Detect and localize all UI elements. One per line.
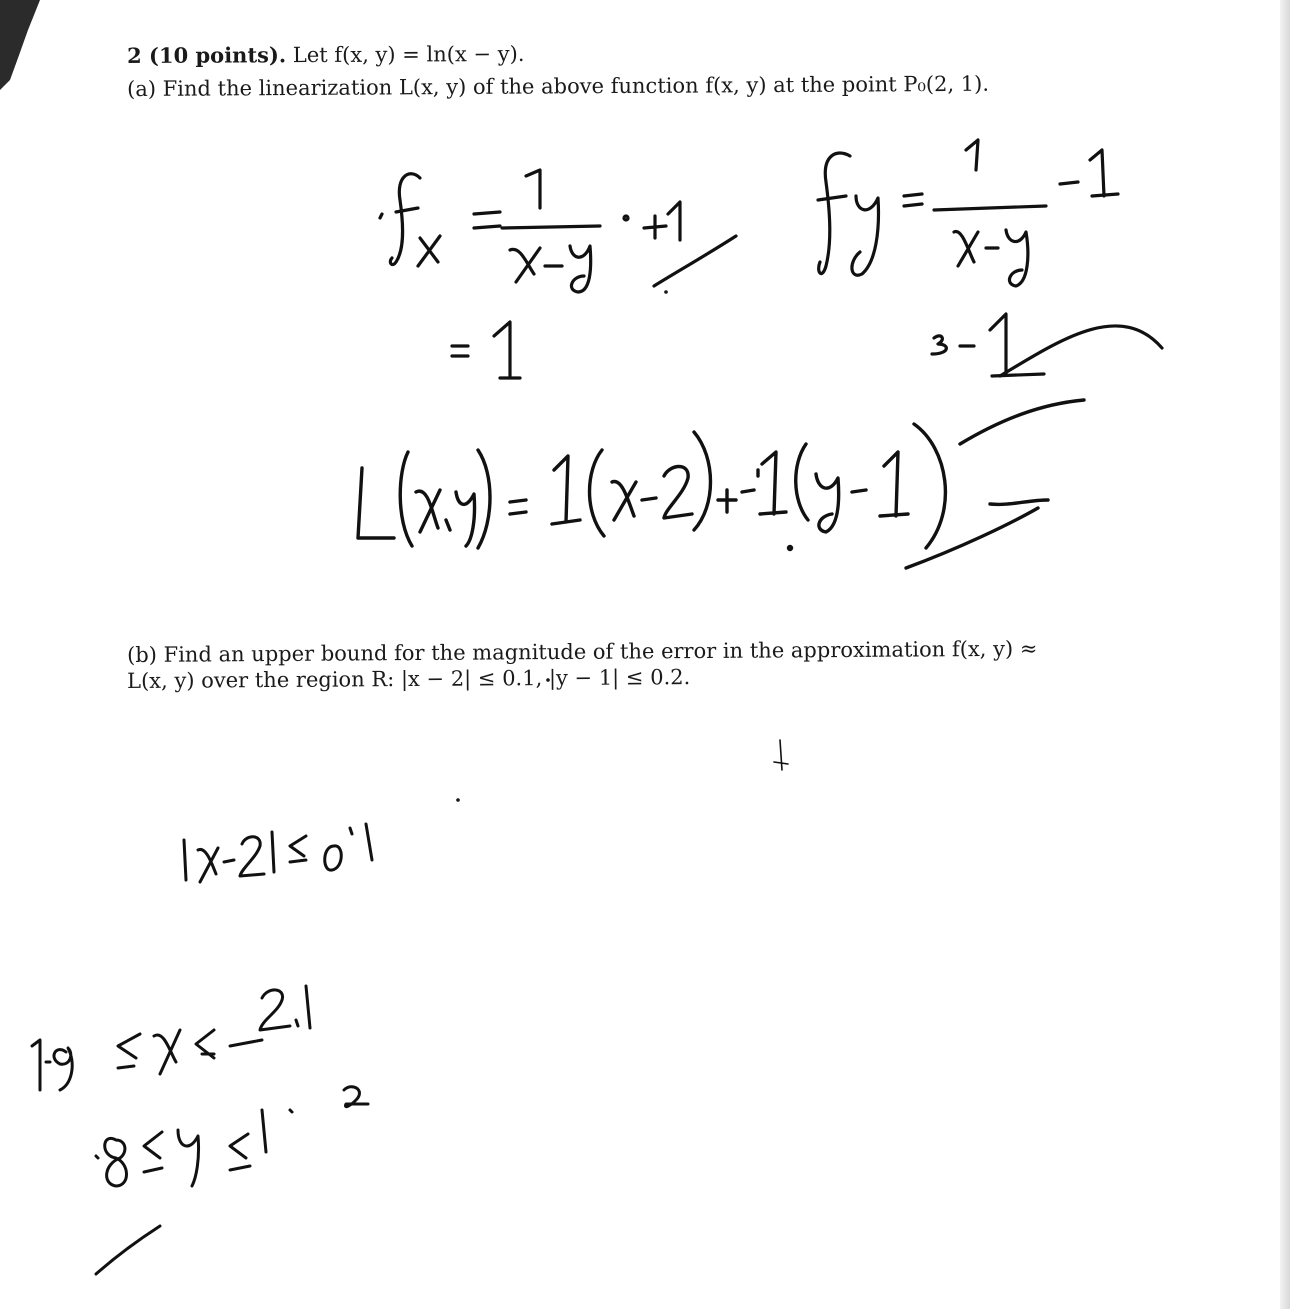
handwriting-range-x xyxy=(32,986,310,1090)
stray-marks xyxy=(457,291,788,801)
part-b-prompt-line-2: L(x, y) over the region R: |x − 2| ≤ 0.1, |y − 1| ≤ 0.2. xyxy=(127,665,691,693)
part-b-prompt-line-1: (b) Find an upper bound for the magnitude of the error in the approximation f(x, y) ≈ xyxy=(127,636,1038,667)
handwriting-fx-value xyxy=(452,322,520,378)
handwriting-linearization xyxy=(358,400,1084,568)
handwriting-fx-derivative xyxy=(380,170,736,292)
question-number: 2 (10 points). xyxy=(127,42,287,68)
handwriting-fy-value xyxy=(932,314,1162,376)
handwriting-range-y xyxy=(96,1087,368,1274)
part-a-prompt: (a) Find the linearization L(x, y) of the above function f(x, y) at the point P₀(2, 1). xyxy=(127,71,990,101)
question-function: Let f(x, y) = ln(x − y). xyxy=(292,41,525,68)
handwriting-bound-x xyxy=(184,824,372,882)
handwriting-fy-derivative xyxy=(818,140,1118,286)
